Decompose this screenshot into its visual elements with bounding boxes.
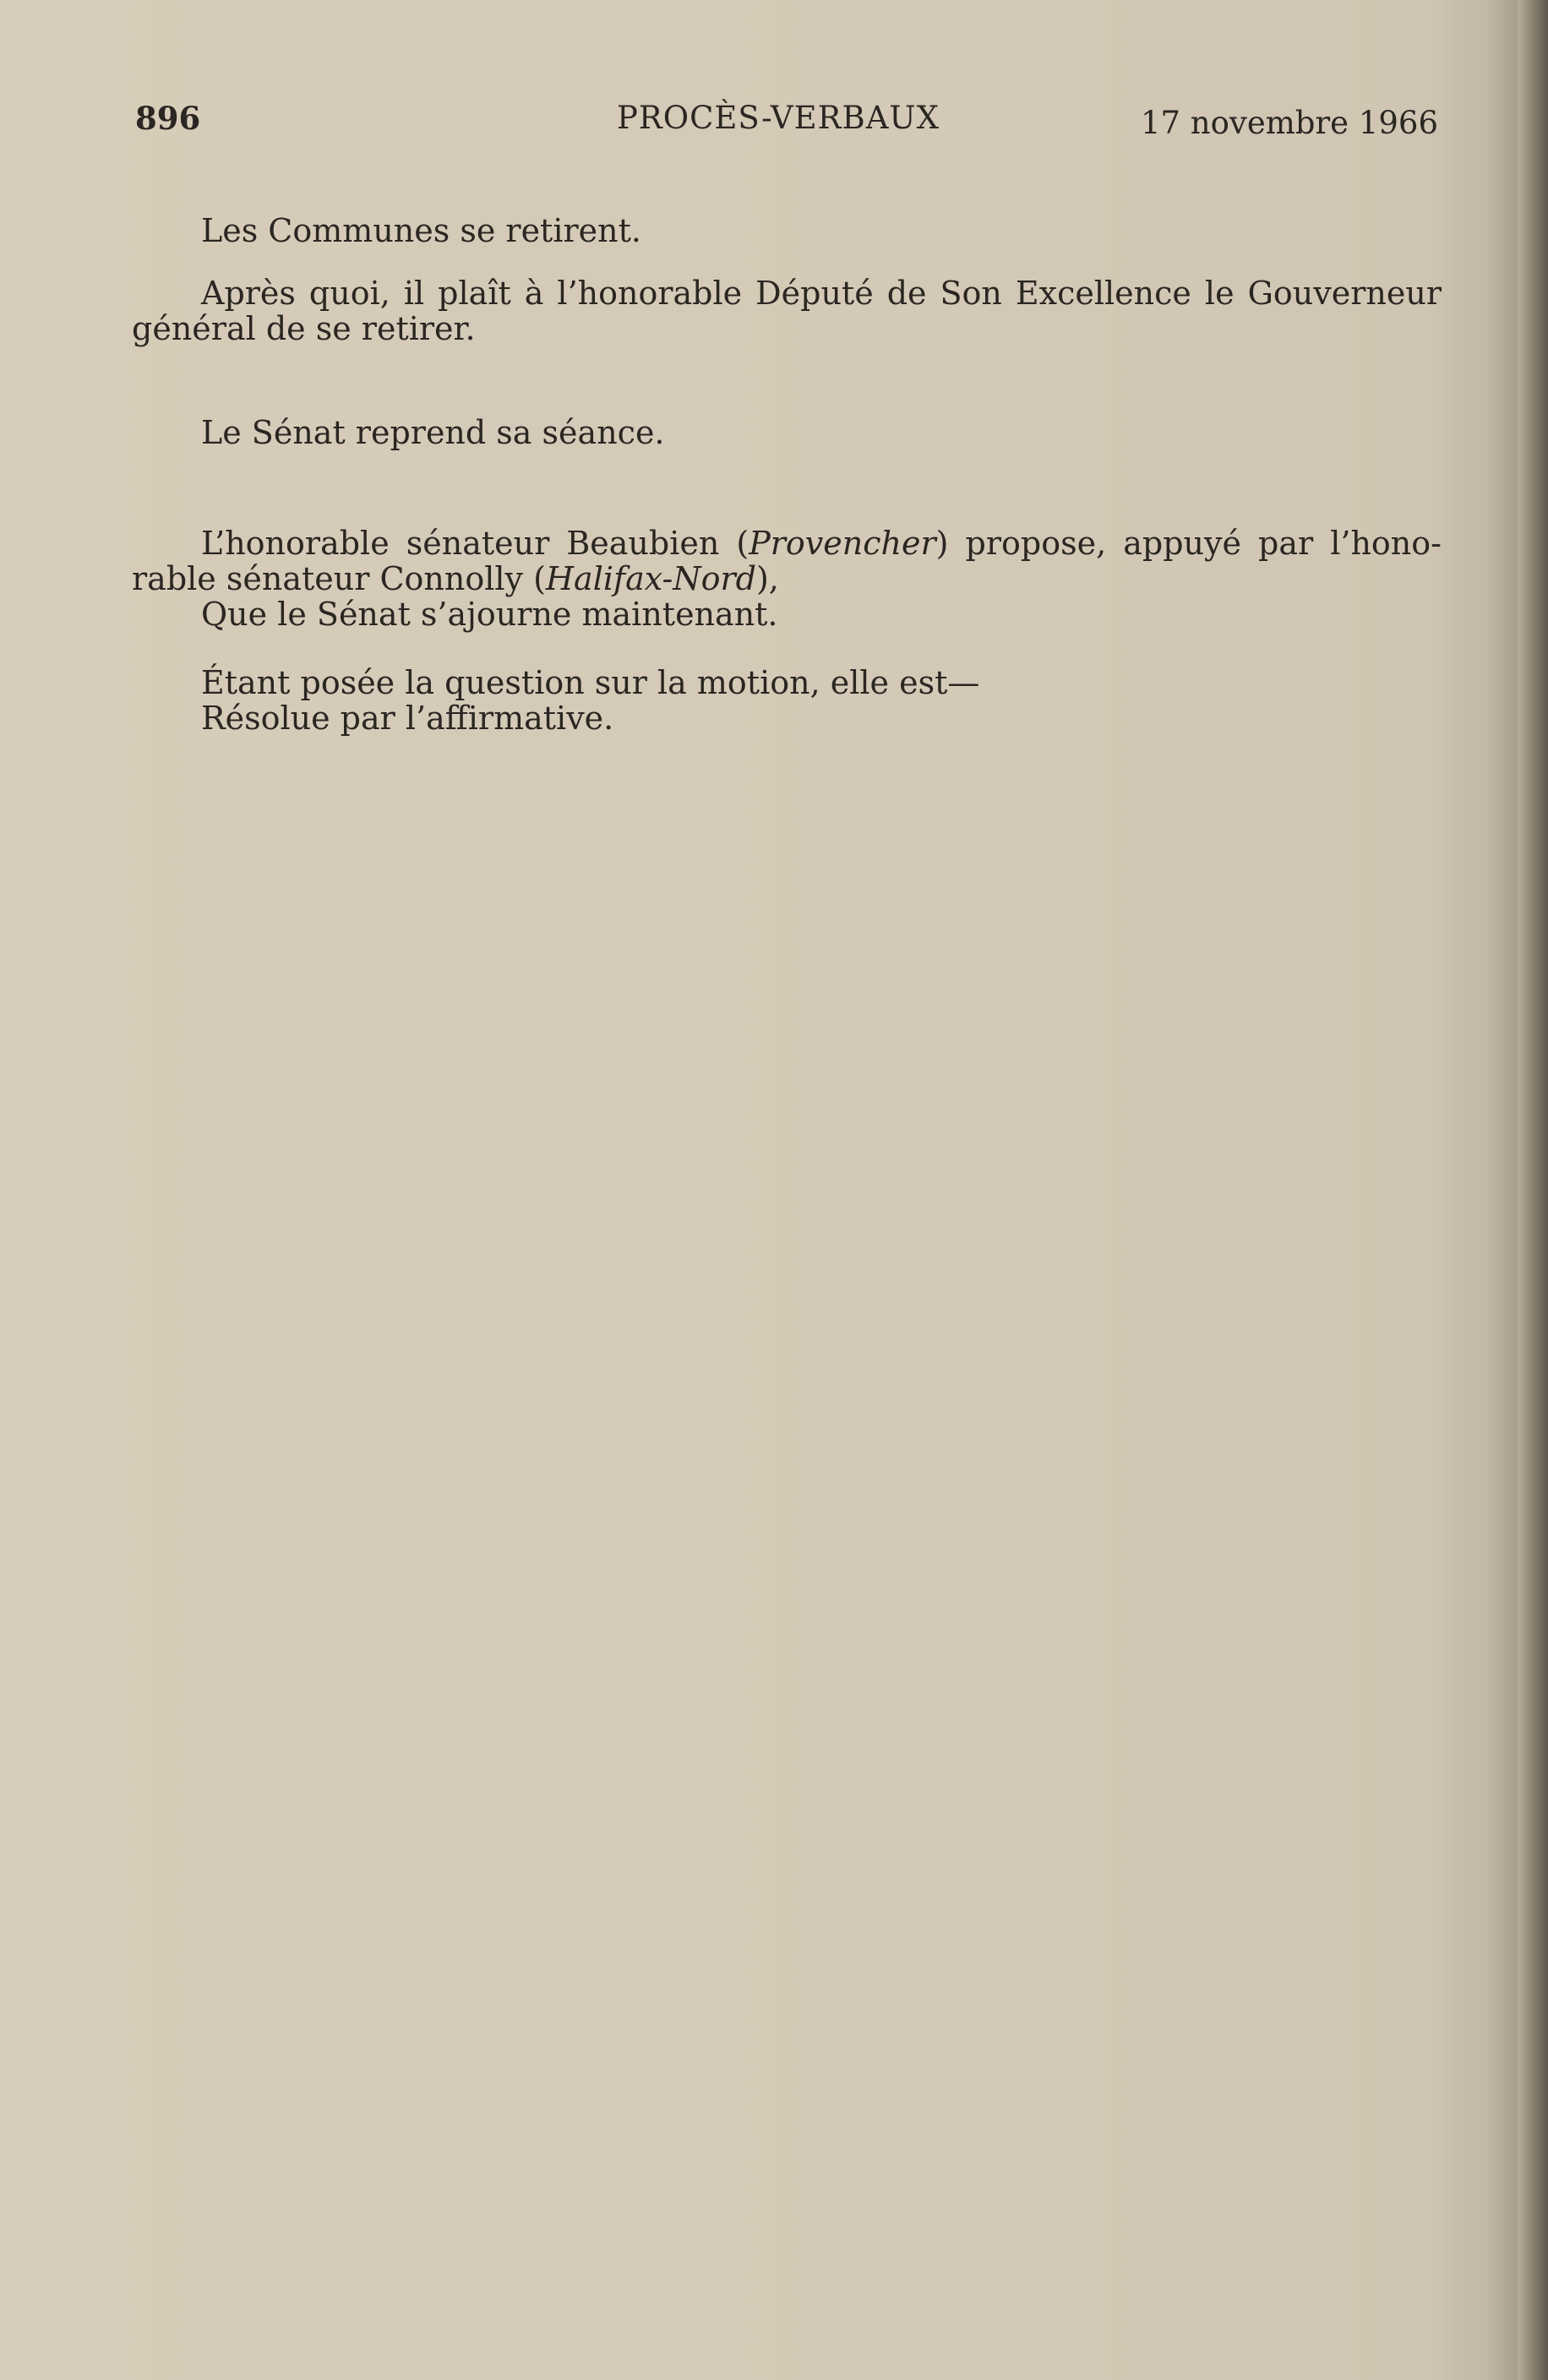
- text-fragment: rable sénateur Connolly (: [132, 560, 546, 597]
- header-date: 17 novembre 1966: [1140, 105, 1438, 141]
- text-line: général de se retirer.: [132, 310, 476, 347]
- book-spine-shadow: [1518, 0, 1548, 2380]
- text-line: Résolue par l’affirmative.: [201, 700, 614, 737]
- page-header: [135, 100, 1438, 142]
- text-line: Après quoi, il plaît à l’honorable Député de Son Excellence le Gouverneur: [201, 275, 1442, 312]
- paragraph-communes: [132, 213, 1442, 248]
- text-fragment: ) propose, appuyé par l’hono-: [935, 525, 1442, 562]
- text-italic: Halifax-Nord: [545, 560, 756, 597]
- text-line: Que le Sénat s’ajourne maintenant.: [201, 596, 778, 633]
- text-line: Le Sénat reprend sa séance.: [201, 414, 665, 451]
- text-line: Étant posée la question sur la motion, elle est—: [201, 664, 980, 701]
- text-fragment: L’honorable sénateur Beaubien (: [201, 525, 749, 562]
- paragraph-senat-reprend: [132, 415, 1442, 450]
- paragraph-motion: [132, 526, 1442, 632]
- page-number: 896: [135, 100, 201, 137]
- running-title: PROCÈS-VERBAUX: [617, 100, 940, 136]
- text-italic: Provencher: [749, 525, 936, 562]
- text-line: [132, 526, 1442, 561]
- paragraph-question: [132, 665, 1442, 736]
- paragraph-depute: [132, 275, 1442, 346]
- text-line: [132, 561, 1442, 596]
- text-fragment: ),: [755, 560, 779, 597]
- text-line: Les Communes se retirent.: [201, 212, 641, 249]
